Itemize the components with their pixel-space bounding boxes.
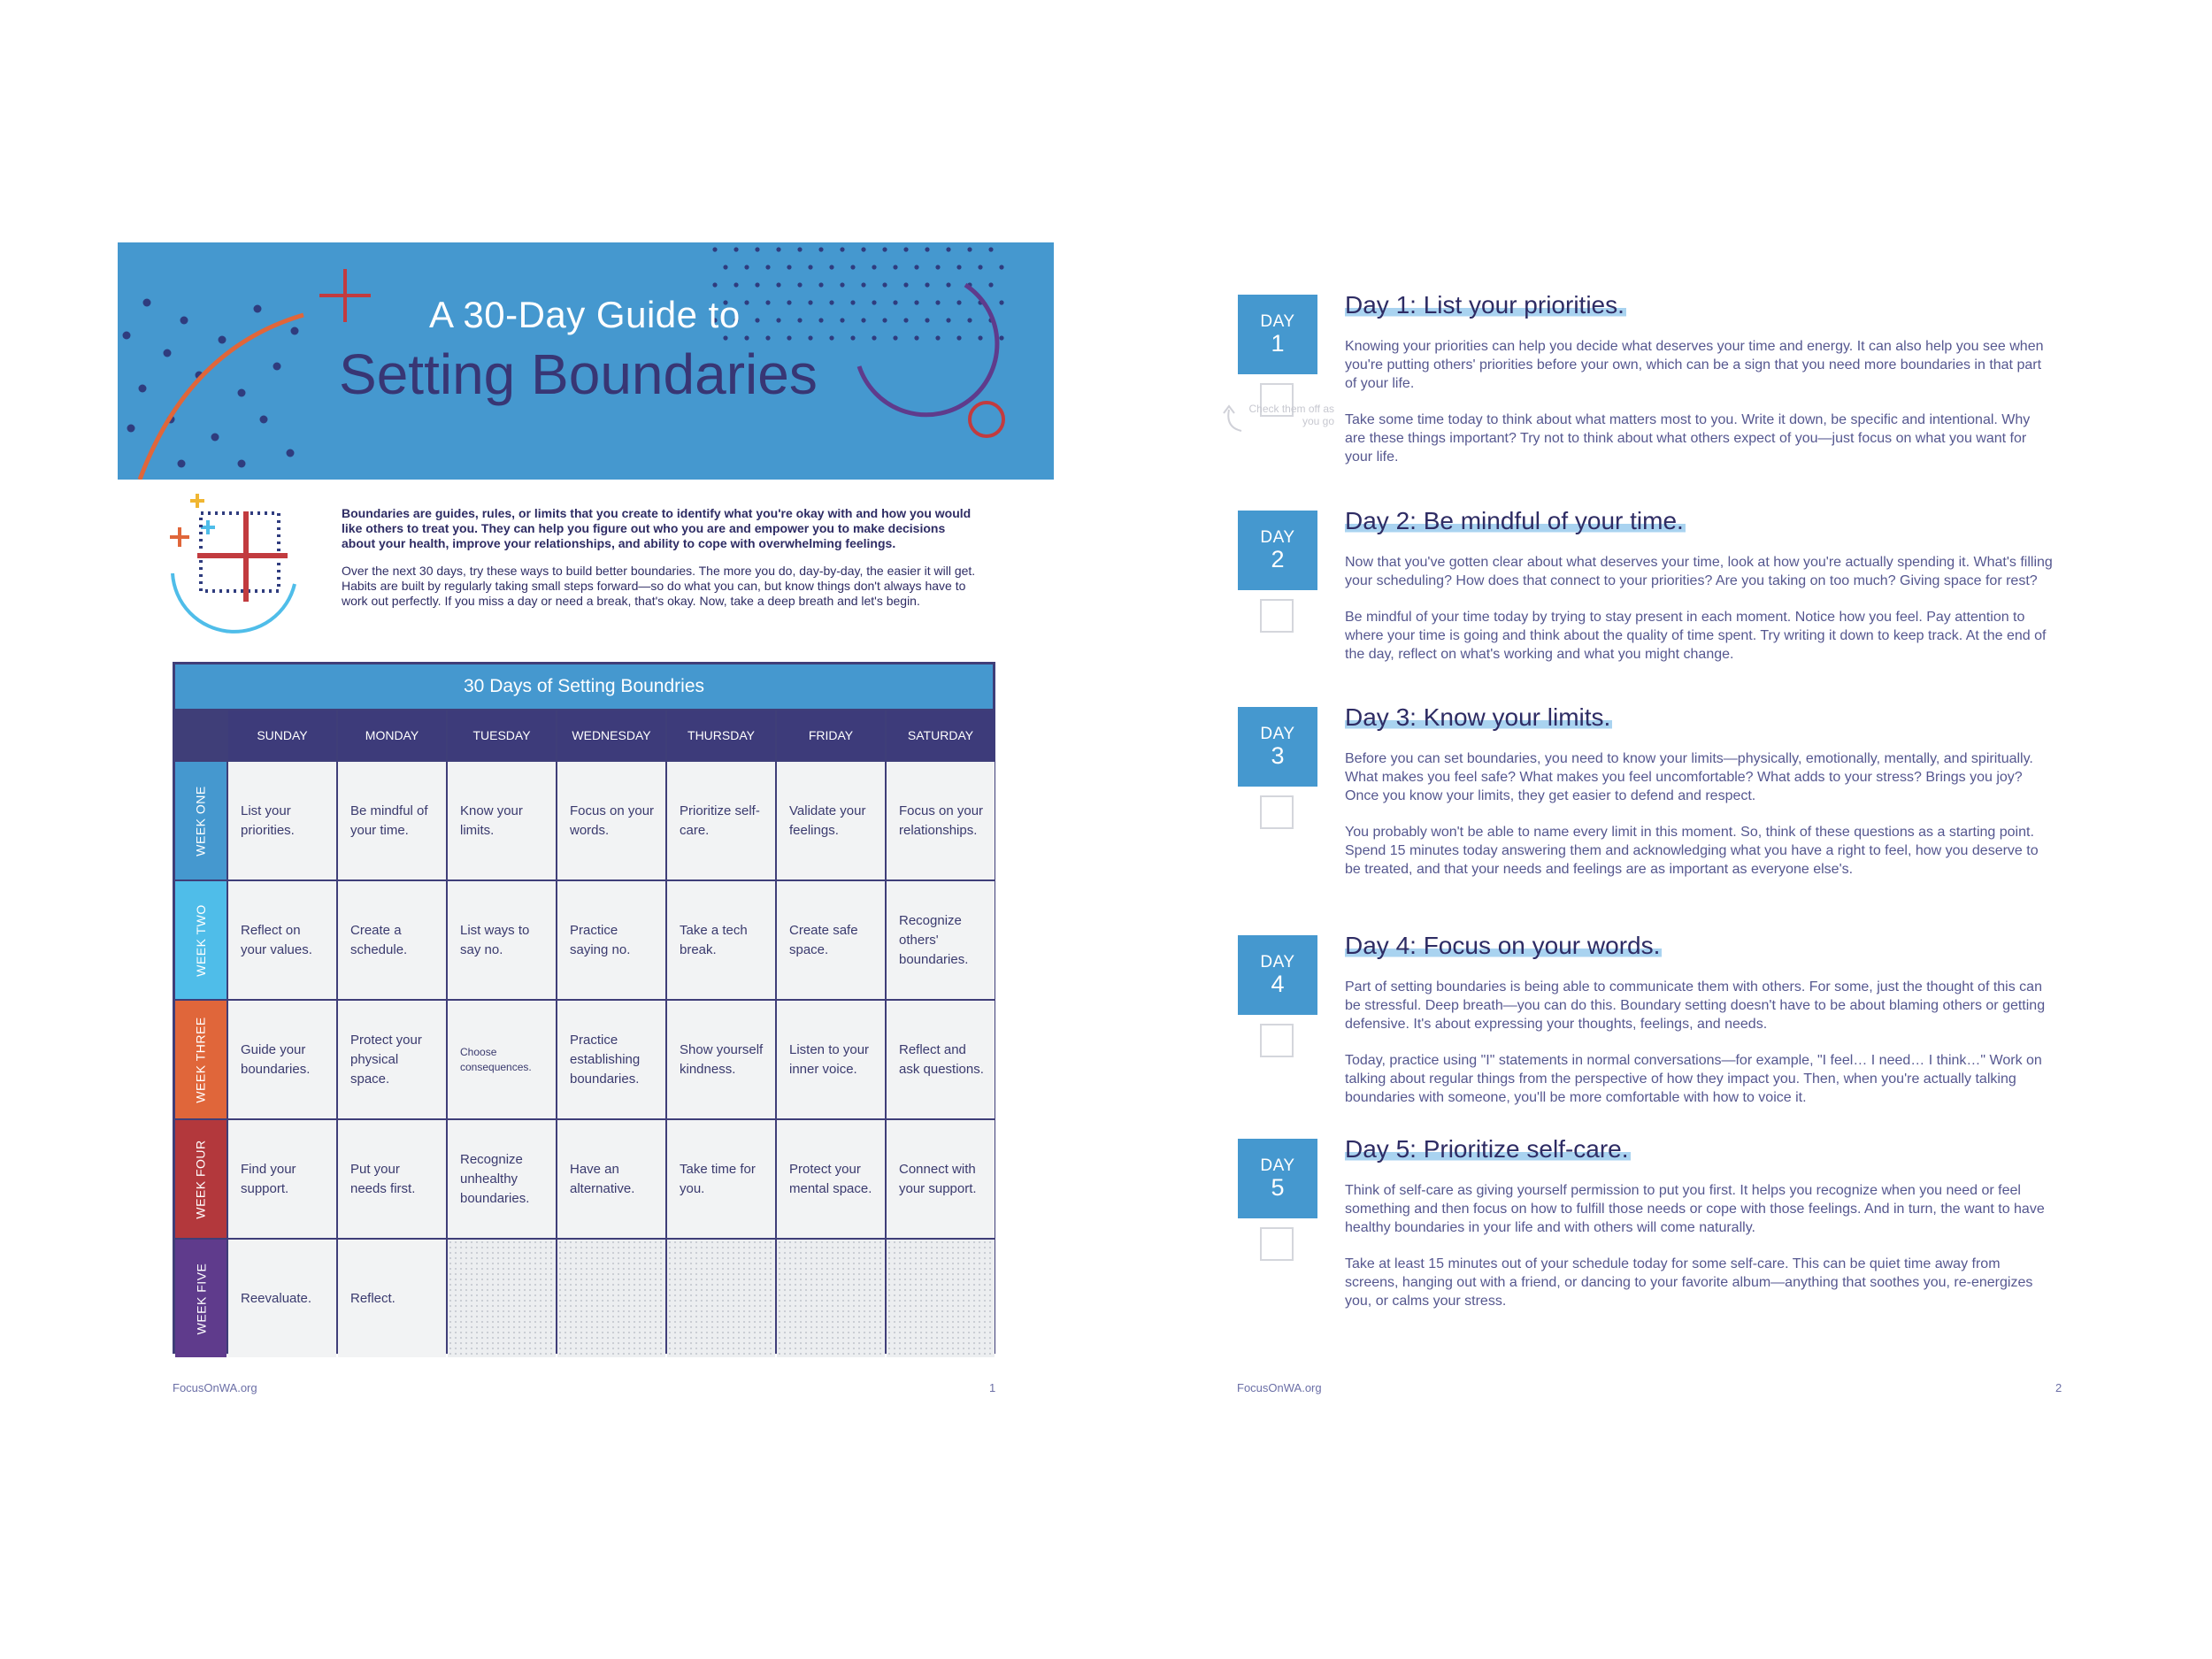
day-paragraph: Part of setting boundaries is being able to communicate them with others. For some, just the thought of this can be stressful. Deep breath—you can do this. Boundary setting doesn't have to be about blaming others or getting defensive. It's about expressing your thoughts, feelings, and needs. [1345, 979, 2046, 1032]
check-note: Check them off as you go [1248, 403, 1334, 427]
intro-text [342, 506, 979, 621]
day-text [1345, 749, 2053, 896]
footer-site: FocusOnWA.org [173, 1381, 257, 1394]
calendar-cell: Reflect on your values. [228, 881, 336, 999]
day-text [1345, 978, 2053, 1125]
calendar-cell: Recognize others' boundaries. [887, 881, 995, 999]
day-paragraph: Think of self-care as giving yourself permission to put you first. It helps you recognize when you need or feel something and then focus on how to fulfill those needs or cope with those feelings. And in turn, the want to have healthy boundaries in your life and with others will come naturally. [1345, 1183, 2045, 1235]
calendar-cell: Validate your feelings. [777, 762, 885, 879]
calendar-grid [175, 710, 995, 1357]
day-title-text: Day 5: Prioritize self-care. [1345, 1135, 1629, 1163]
calendar-cell: Recognize unhealthy boundaries. [448, 1120, 556, 1238]
calendar-cell: Create safe space. [777, 881, 885, 999]
calendar-corner [175, 710, 227, 760]
calendar-cell: Prioritize self-care. [667, 762, 775, 879]
week-label-1 [175, 762, 227, 879]
day-paragraph: Be mindful of your time today by trying to stay present in each moment. Notice how you feel. Pay attention to where your time is going and think about the quality of time spent. Try writing it down to keep track. At the end of the day, reflect on what's working and what you might change. [1345, 610, 2047, 662]
day-badge-label: DAY [1260, 725, 1295, 743]
day-text [1345, 1181, 2053, 1328]
day-badge [1238, 707, 1317, 787]
calendar-cell: Have an alternative. [557, 1120, 665, 1238]
week-label-text: WEEK FOUR [194, 1139, 208, 1219]
day-title [1345, 291, 1626, 319]
calendar-cell: Reflect and ask questions. [887, 1001, 995, 1118]
calendar-cell: Put your needs first. [338, 1120, 446, 1238]
day-paragraph: Take some time today to think about what matters most to you. Write it down, be specific and intentional. Why are these things important? Try not to think about what others expect of you—just focus on what you want for your life. [1345, 412, 2031, 465]
calendar-cell: List ways to say no. [448, 881, 556, 999]
day-paragraph: Now that you've gotten clear about what deserves your time, look at how you're actually spending it. What's filling your scheduling? How does that connect to your priorities? Are you taking on too much? Giving space for rest? [1345, 555, 2053, 588]
day-checkbox[interactable] [1260, 1024, 1294, 1057]
day-paragraph: Knowing your priorities can help you decide what deserves your time and energy. It can also help you see when you're putting others' priorities before your own, which can be a sign that you need more boundaries in that part of your life. [1345, 339, 2044, 391]
week-label-4 [175, 1120, 227, 1238]
day-text [1345, 337, 2053, 484]
title-banner [118, 242, 1054, 480]
calendar-cell-empty [667, 1240, 775, 1357]
day-header-sunday: SUNDAY [228, 710, 336, 760]
calendar-cell-empty [448, 1240, 556, 1357]
calendar-cell: Create a schedule. [338, 881, 446, 999]
banner-subtitle: A 30-Day Guide to [429, 294, 741, 335]
week-label-text: WEEK FIVE [194, 1263, 209, 1334]
day-header-wednesday: WEDNESDAY [557, 710, 665, 760]
day-paragraph: You probably won't be able to name every limit in this moment. So, think of these questions as a starting point. Spend 15 minutes today answering them and acknowledging what you have a right to feel, how you deserve to be treated, and that your needs and feelings are as important as everyone else's. [1345, 825, 2039, 877]
day-paragraph: Before you can set boundaries, you need to know your limits—physically, emotionally, mentally, and spiritually. What makes you feel safe? What makes you feel uncomfortable? What adds to your stress? Brings you joy? Once you know your limits, they get easier to defend and respect. [1345, 751, 2033, 803]
week-label-text: WEEK THREE [194, 1016, 208, 1103]
day-badge [1238, 935, 1317, 1015]
calendar-cell: Know your limits. [448, 762, 556, 879]
week-label-2 [175, 881, 227, 999]
day-badge-label: DAY [1260, 1156, 1295, 1175]
calendar-cell: Practice saying no. [557, 881, 665, 999]
calendar-cell: Show yourself kindness. [667, 1001, 775, 1118]
day-badge [1238, 1139, 1317, 1218]
day-header-thursday: THURSDAY [667, 710, 775, 760]
day-header-monday: MONDAY [338, 710, 446, 760]
calendar-cell-empty [887, 1240, 995, 1357]
calendar-cell: Focus on your words. [557, 762, 665, 879]
day-title [1345, 932, 1662, 960]
day-header-friday: FRIDAY [777, 710, 885, 760]
calendar-cell: Choose consequences. [448, 1001, 556, 1118]
footer-page-number: 1 [989, 1381, 996, 1394]
calendar-cell: Find your support. [228, 1120, 336, 1238]
day-header-saturday: SATURDAY [887, 710, 995, 760]
day-checkbox[interactable] [1260, 795, 1294, 829]
page-two [1106, 0, 2212, 1659]
week-label-text: WEEK ONE [194, 785, 208, 856]
calendar-cell-empty [557, 1240, 665, 1357]
calendar-cell: Focus on your relationships. [887, 762, 995, 879]
day-text [1345, 553, 2053, 681]
calendar-cell: Protect your mental space. [777, 1120, 885, 1238]
day-title-text: Day 2: Be mindful of your time. [1345, 507, 1684, 534]
day-badge-number: 1 [1271, 330, 1285, 357]
calendar-cell: Practice establishing boundaries. [557, 1001, 665, 1118]
calendar-table [173, 662, 995, 1354]
banner-title: Setting Boundaries [339, 342, 818, 406]
calendar-cell: Take a tech break. [667, 881, 775, 999]
calendar-title: 30 Days of Setting Boundries [175, 664, 993, 709]
calendar-cell: Connect with your support. [887, 1120, 995, 1238]
day-badge-number: 5 [1271, 1174, 1285, 1201]
intro-paragraph-2: Over the next 30 days, try these ways to build better boundaries. The more you do, day-by-day, the easier it will get. Habits are built by regularly taking small steps forward—so do what you can, but know things don't always have to work out perfectly. If you miss a day or need a break, that's okay. Now, take a deep breath and let's begin. [342, 564, 976, 608]
day-paragraph: Take at least 15 minutes out of your schedule today for some self-care. This can be quiet time away from screens, hanging out with a friend, or dancing to your favorite album—anything that soothes you, re-energizes you, or calms your stress. [1345, 1256, 2033, 1309]
week-label-5 [175, 1240, 227, 1357]
week-label-text: WEEK TWO [194, 903, 208, 977]
day-badge-number: 4 [1271, 971, 1285, 997]
day-checkbox[interactable] [1260, 1227, 1294, 1261]
day-badge-label: DAY [1260, 528, 1295, 547]
calendar-cell: Protect your physical space. [338, 1001, 446, 1118]
day-title-text: Day 4: Focus on your words. [1345, 932, 1661, 959]
day-badge-label: DAY [1260, 953, 1295, 972]
day-badge [1238, 295, 1317, 374]
day-title-text: Day 1: List your priorities. [1345, 291, 1624, 319]
calendar-cell: Guide your boundaries. [228, 1001, 336, 1118]
week-label-3 [175, 1001, 227, 1118]
calendar-cell: Reflect. [338, 1240, 446, 1357]
footer-page-number: 2 [2055, 1381, 2062, 1394]
day-title [1345, 1135, 1631, 1164]
calendar-cell: Take time for you. [667, 1120, 775, 1238]
day-header-tuesday: TUESDAY [448, 710, 556, 760]
day-title-text: Day 3: Know your limits. [1345, 703, 1611, 731]
day-badge-label: DAY [1260, 312, 1295, 331]
calendar-cell: List your priorities. [228, 762, 336, 879]
calendar-cell: Listen to your inner voice. [777, 1001, 885, 1118]
day-badge [1238, 511, 1317, 590]
calendar-cell: Be mindful of your time. [338, 762, 446, 879]
day-title [1345, 507, 1686, 535]
day-title [1345, 703, 1612, 732]
calendar-cell: Reevaluate. [228, 1240, 336, 1357]
intro-paragraph-1: Boundaries are guides, rules, or limits that you create to identify what you're okay with and how you would like others to treat you. They can help you figure out who you are and empower you to make decisions about your health, improve your relationships, and ability to cope with overwhelming feelings. [342, 506, 972, 550]
day-badge-number: 3 [1271, 742, 1285, 769]
day-badge-number: 2 [1271, 546, 1285, 572]
calendar-cell-empty [777, 1240, 885, 1357]
footer-site: FocusOnWA.org [1237, 1381, 1322, 1394]
boundary-icon [164, 485, 296, 644]
day-checkbox[interactable] [1260, 599, 1294, 633]
day-paragraph: Today, practice using "I" statements in normal conversations—for example, "I feel… I need… I think…" Work on talking about regular things from the perspective of how they impact you. Then, when you're actually talking boundaries with someone, you'll be more comfortable with how to voice it. [1345, 1053, 2042, 1105]
